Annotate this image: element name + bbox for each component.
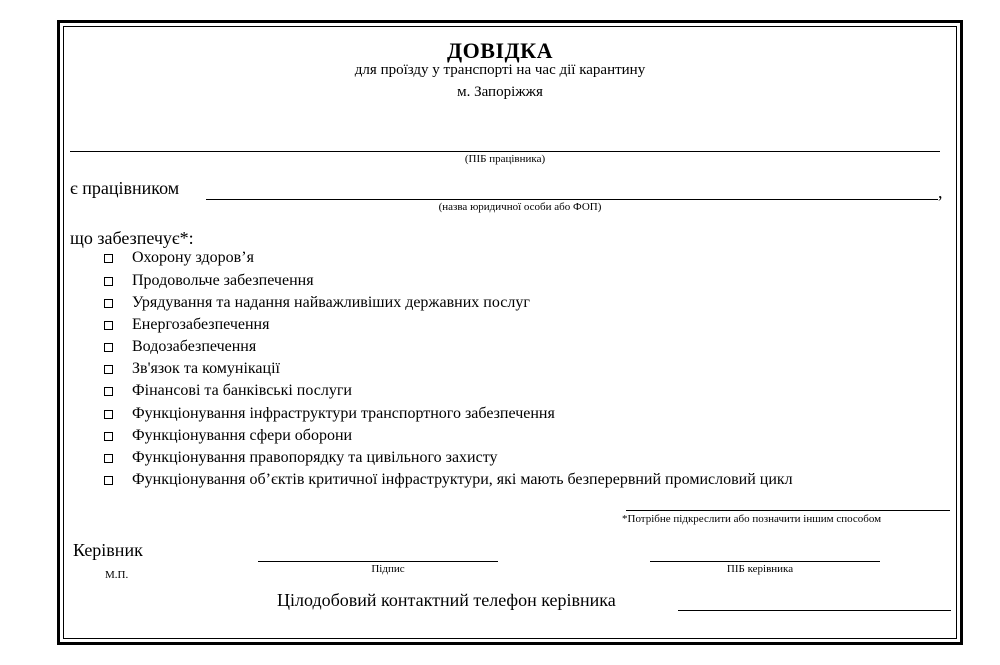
signature-caption: Підпис bbox=[371, 563, 405, 575]
stamp-label: М.П. bbox=[105, 569, 129, 581]
document-title: ДОВІДКА bbox=[447, 38, 553, 63]
document-city: м. Запоріжжя bbox=[457, 84, 543, 100]
manager-label: Керівник bbox=[73, 540, 143, 560]
checkbox[interactable] bbox=[104, 277, 113, 286]
provides-item-label: Енергозабезпечення bbox=[132, 316, 270, 333]
checkbox[interactable] bbox=[104, 343, 113, 352]
organization-caption: (назва юридичної особи або ФОП) bbox=[438, 201, 602, 213]
manager-name-line[interactable] bbox=[650, 561, 880, 562]
checkbox[interactable] bbox=[104, 454, 113, 463]
checkbox[interactable] bbox=[104, 365, 113, 374]
provides-item-label: Зв'язок та комунікації bbox=[132, 360, 280, 377]
employee-name-line[interactable] bbox=[70, 151, 940, 152]
checkbox[interactable] bbox=[104, 410, 113, 419]
provides-item-label: Водозабезпечення bbox=[132, 338, 257, 355]
checkbox[interactable] bbox=[104, 299, 113, 308]
provides-item-label: Урядування та надання найважливіших державних послуг bbox=[132, 294, 530, 311]
provides-item[interactable] bbox=[104, 314, 269, 336]
provides-label: що забезпечує*: bbox=[70, 228, 194, 248]
provides-item-label: Функціонування інфраструктури транспортного забезпечення bbox=[132, 405, 555, 422]
provides-item[interactable] bbox=[104, 292, 530, 314]
provides-item[interactable] bbox=[104, 336, 256, 358]
checkbox[interactable] bbox=[104, 476, 113, 485]
provides-item-label: Охорону здоров’я bbox=[132, 249, 254, 266]
is-employee-label: є працівником bbox=[70, 178, 180, 198]
employee-name-caption: (ПІБ працівника) bbox=[464, 153, 546, 165]
phone-label: Цілодобовий контактний телефон керівника bbox=[277, 590, 616, 610]
provides-item-label: Функціонування правопорядку та цивільного захисту bbox=[132, 449, 498, 466]
provides-item[interactable] bbox=[104, 425, 352, 447]
document-subtitle: для проїзду у транспорті на час дії карантину bbox=[354, 62, 646, 78]
organization-line[interactable] bbox=[206, 199, 938, 200]
provides-item[interactable] bbox=[104, 270, 314, 292]
checkbox[interactable] bbox=[104, 321, 113, 330]
trailing-comma: , bbox=[938, 182, 943, 202]
manager-name-caption: ПІБ керівника bbox=[726, 563, 794, 575]
provides-item[interactable] bbox=[104, 380, 352, 402]
provides-item-label: Продовольче забезпечення bbox=[132, 272, 314, 289]
provides-item[interactable] bbox=[104, 403, 555, 425]
provides-item-label: Функціонування об’єктів критичної інфраструктури, які мають безперервний промисловий цикл bbox=[132, 471, 793, 488]
checkbox[interactable] bbox=[104, 254, 113, 263]
provides-item-label: Фінансові та банківські послуги bbox=[132, 382, 352, 399]
checkbox[interactable] bbox=[104, 387, 113, 396]
footnote-line bbox=[626, 510, 950, 511]
phone-line[interactable] bbox=[678, 610, 951, 611]
provides-item[interactable] bbox=[104, 358, 280, 380]
signature-line[interactable] bbox=[258, 561, 498, 562]
provides-item[interactable] bbox=[104, 247, 254, 269]
checkbox[interactable] bbox=[104, 432, 113, 441]
footnote: *Потрібне підкреслити або позначити іншим способом bbox=[622, 513, 882, 525]
provides-item[interactable] bbox=[104, 469, 793, 491]
provides-item[interactable] bbox=[104, 447, 497, 469]
provides-item-label: Функціонування сфери оборони bbox=[132, 427, 353, 444]
